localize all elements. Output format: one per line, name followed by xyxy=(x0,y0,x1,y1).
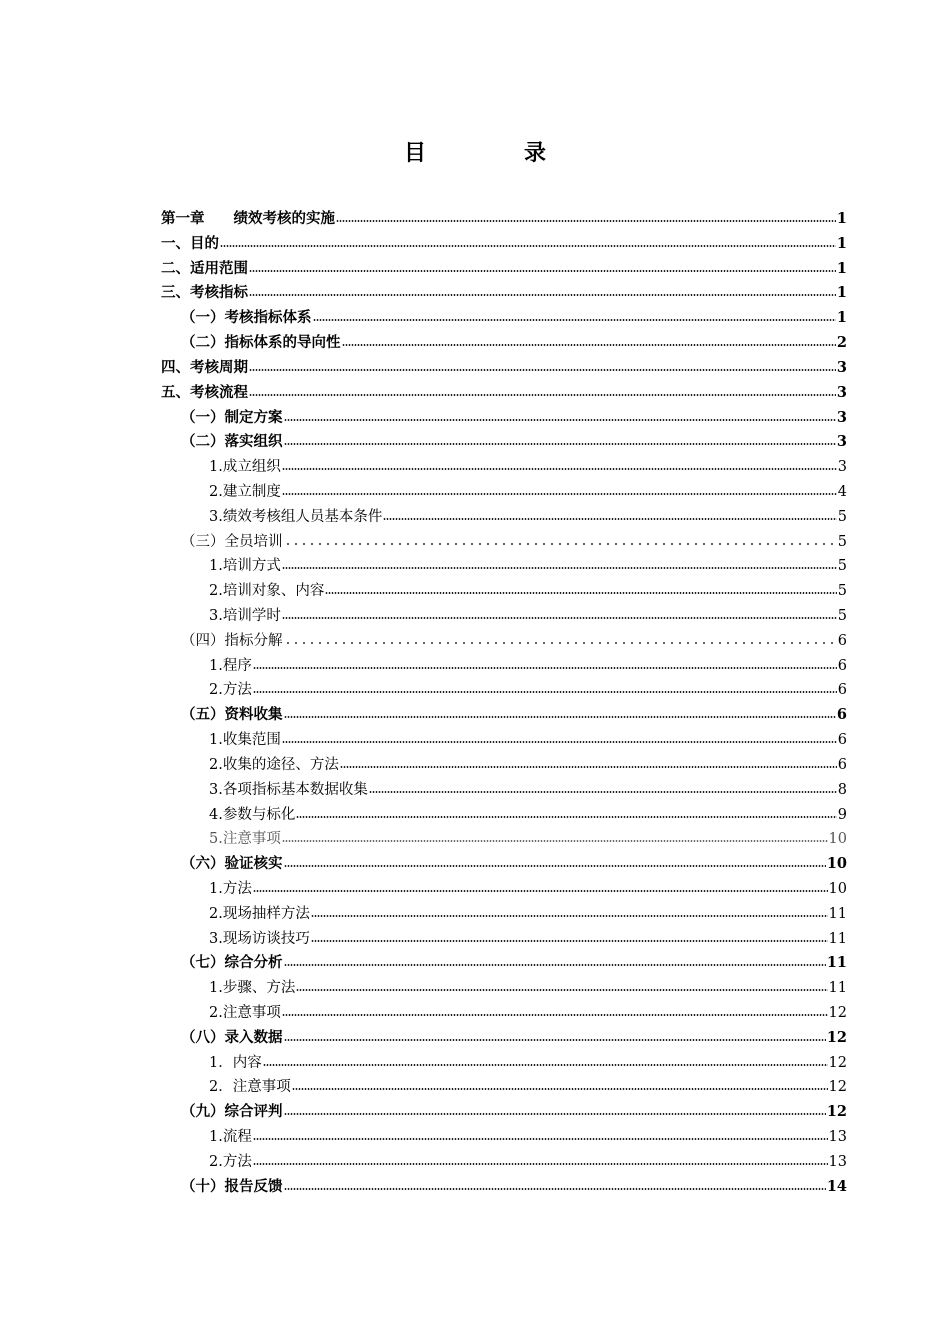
toc-dot-leader xyxy=(249,369,836,371)
toc-entry-label: 3.各项指标基本数据收集 xyxy=(209,781,368,798)
toc-page-number: 1 xyxy=(836,210,847,227)
toc-entry[interactable] xyxy=(161,852,847,877)
toc-entry[interactable] xyxy=(161,1075,847,1100)
toc-page-number: 8 xyxy=(837,781,847,798)
toc-entry-label: 三、考核指标 xyxy=(161,284,248,302)
toc-dot-leader xyxy=(220,245,836,247)
toc-entry[interactable] xyxy=(161,654,847,679)
toc-entry[interactable] xyxy=(161,579,847,604)
toc-page-number: 6 xyxy=(837,632,847,649)
toc-entry[interactable] xyxy=(161,951,847,976)
toc-page-number: 12 xyxy=(828,1054,847,1071)
toc-entry-label: 2.注意事项 xyxy=(209,1005,281,1021)
toc-page-number: 5 xyxy=(837,608,847,624)
toc-dot-leader xyxy=(313,319,836,321)
toc-entry[interactable] xyxy=(161,1150,847,1175)
toc-dot-leader xyxy=(253,890,828,892)
toc-dot-leader xyxy=(296,989,827,991)
toc-page-number: 3 xyxy=(836,383,847,401)
toc-entry[interactable] xyxy=(161,306,847,331)
toc-page-number: 13 xyxy=(828,1153,847,1170)
toc-page-number: 3 xyxy=(836,433,847,451)
toc-entry[interactable] xyxy=(161,902,847,927)
toc-dot-leader xyxy=(284,865,826,867)
toc-dot-leader xyxy=(284,1188,826,1190)
toc-entry[interactable] xyxy=(161,629,847,654)
toc-entry-label: （一）考核指标体系 xyxy=(181,309,312,327)
toc-page-number: 4 xyxy=(837,483,847,500)
toc-entry[interactable] xyxy=(161,976,847,1001)
toc-dot-leader xyxy=(284,443,836,445)
toc-page-number: 12 xyxy=(828,1005,847,1021)
toc-dot-leader xyxy=(249,394,836,396)
toc-entry[interactable] xyxy=(161,281,847,306)
toc-entry-label: （九）综合评判 xyxy=(181,1103,283,1121)
toc-entry-label: （二）落实组织 xyxy=(181,433,283,451)
toc-entry-label: （三）全员培训 xyxy=(181,533,283,550)
toc-dot-leader xyxy=(369,791,837,793)
toc-page-number: 1 xyxy=(836,284,847,302)
toc-entry-label: 5.注意事项 xyxy=(209,831,281,848)
toc-dot-leader xyxy=(325,592,836,594)
toc-entry-label: 2.培训对象、内容 xyxy=(209,583,325,600)
toc-page-number: 5 xyxy=(837,508,847,525)
toc-dot-leader xyxy=(383,518,836,520)
toc-entry-label: （四）指标分解 xyxy=(181,632,283,649)
toc-entry-label: 1.方法 xyxy=(209,880,252,897)
toc-entry-label: 2.建立制度 xyxy=(209,483,281,500)
toc-entry-label: 2.方法 xyxy=(209,1153,252,1170)
toc-page-number: 12 xyxy=(826,1028,847,1046)
toc-entry[interactable] xyxy=(161,927,847,952)
toc-entry[interactable] xyxy=(161,430,847,455)
toc-entry[interactable] xyxy=(161,728,847,753)
toc-entry-label: 2.方法 xyxy=(209,682,252,699)
toc-dot-leader xyxy=(282,468,837,470)
toc-entry-label: 1.流程 xyxy=(209,1129,252,1146)
toc-entry[interactable] xyxy=(161,331,847,356)
toc-entry-label: 1.收集范围 xyxy=(209,732,281,749)
toc-entry-label: 3.现场访谈技巧 xyxy=(209,930,310,947)
toc-entry-label: 二、适用范围 xyxy=(161,259,248,277)
toc-page-number: 6 xyxy=(837,732,847,749)
toc-dot-leader xyxy=(282,1014,828,1016)
toc-dot-leader xyxy=(284,1113,826,1115)
toc-page-number: 11 xyxy=(826,954,847,972)
toc-dot-leader xyxy=(253,691,837,693)
toc-page-number: 11 xyxy=(828,905,847,922)
toc-dot-leader xyxy=(284,642,837,644)
toc-dot-leader xyxy=(249,270,836,272)
toc-entry-label: 3.绩效考核组人员基本条件 xyxy=(209,508,383,525)
toc-dot-leader xyxy=(284,543,837,545)
toc-entry-label: 第一章 绩效考核的实施 xyxy=(161,210,335,227)
toc-page-number: 6 xyxy=(837,756,847,773)
toc-dot-leader xyxy=(282,840,828,842)
toc-page-number: 3 xyxy=(836,358,847,376)
toc-entry[interactable] xyxy=(161,1175,847,1200)
toc-dot-leader xyxy=(340,766,837,768)
toc-entry-label: （一）制定方案 xyxy=(181,408,283,426)
toc-entry[interactable] xyxy=(161,1125,847,1150)
toc-entry[interactable] xyxy=(161,678,847,703)
toc-entry-label: 一、目的 xyxy=(161,234,219,252)
toc-entry[interactable] xyxy=(161,455,847,480)
toc-dot-leader xyxy=(311,940,828,942)
toc-dot-leader xyxy=(282,567,837,569)
toc-entry[interactable] xyxy=(161,1001,847,1026)
toc-entry-label: （五）资料收集 xyxy=(181,706,283,724)
toc-dot-leader xyxy=(253,667,837,669)
toc-page-number: 9 xyxy=(837,806,847,823)
toc-entry[interactable] xyxy=(161,753,847,778)
toc-entry-label: （二）指标体系的导向性 xyxy=(181,334,341,352)
toc-entry[interactable] xyxy=(161,480,847,505)
toc-entry-label: （七）综合分析 xyxy=(181,954,283,972)
toc-title: 目 录 xyxy=(403,140,584,166)
toc-dot-leader xyxy=(282,741,837,743)
toc-page-number: 10 xyxy=(828,880,847,897)
toc-dot-leader xyxy=(296,816,836,818)
toc-page-number: 12 xyxy=(826,1103,847,1121)
toc-dot-leader xyxy=(292,1088,828,1090)
toc-entry[interactable] xyxy=(161,778,847,803)
toc-dot-leader xyxy=(253,1163,828,1165)
toc-dot-leader xyxy=(282,617,837,619)
toc-entry[interactable] xyxy=(161,232,847,257)
toc-entry-label: 五、考核流程 xyxy=(161,383,248,401)
toc-dot-leader xyxy=(284,1039,826,1041)
toc-entry[interactable] xyxy=(161,356,847,381)
toc-entry[interactable] xyxy=(161,827,847,852)
toc-dot-leader xyxy=(249,294,836,296)
toc-page-number: 1 xyxy=(836,234,847,252)
toc-entry[interactable] xyxy=(161,554,847,579)
toc-entry[interactable] xyxy=(161,530,847,555)
toc-page-number: 3 xyxy=(837,459,847,476)
toc-page-number: 5 xyxy=(837,533,847,550)
toc-page-number: 12 xyxy=(828,1079,847,1096)
toc-entry[interactable] xyxy=(161,1051,847,1076)
toc-entry[interactable] xyxy=(161,207,847,232)
toc-page-number: 2 xyxy=(836,334,847,352)
toc-page-number: 6 xyxy=(837,657,847,674)
toc-entry-label: 1.步骤、方法 xyxy=(209,980,296,997)
table-of-contents xyxy=(161,207,847,1200)
toc-dot-leader xyxy=(336,220,836,222)
toc-dot-leader xyxy=(282,493,837,495)
toc-entry-label: 4.参数与标化 xyxy=(209,806,296,823)
toc-page-number: 11 xyxy=(828,930,847,947)
toc-entry[interactable] xyxy=(161,604,847,629)
toc-entry-label: 3.培训学时 xyxy=(209,608,281,624)
toc-page-number: 6 xyxy=(836,706,847,724)
toc-entry[interactable] xyxy=(161,1026,847,1051)
toc-entry-label: 1.培训方式 xyxy=(209,558,281,575)
toc-page-number: 1 xyxy=(836,259,847,277)
toc-entry-label: （六）验证核实 xyxy=(181,855,283,873)
toc-entry-label: （八）录入数据 xyxy=(181,1028,283,1046)
toc-dot-leader xyxy=(253,1138,828,1140)
toc-entry-label: 1.程序 xyxy=(209,657,252,674)
toc-entry[interactable] xyxy=(161,257,847,282)
toc-entry[interactable] xyxy=(161,406,847,431)
toc-dot-leader xyxy=(284,419,836,421)
toc-entry[interactable] xyxy=(161,703,847,728)
toc-dot-leader xyxy=(342,344,836,346)
toc-page-number: 3 xyxy=(836,408,847,426)
toc-entry-label: 1.成立组织 xyxy=(209,459,281,476)
toc-entry[interactable] xyxy=(161,1100,847,1125)
toc-entry-label: 2.现场抽样方法 xyxy=(209,905,310,922)
toc-entry-label: 四、考核周期 xyxy=(161,358,248,376)
toc-page-number: 5 xyxy=(837,558,847,575)
toc-page-number: 10 xyxy=(826,855,847,873)
toc-dot-leader xyxy=(311,915,828,917)
toc-dot-leader xyxy=(284,716,836,718)
toc-entry-label: （十）报告反馈 xyxy=(181,1177,283,1195)
toc-entry[interactable] xyxy=(161,877,847,902)
toc-entry[interactable] xyxy=(161,505,847,530)
toc-entry-label: 2.收集的途径、方法 xyxy=(209,756,339,773)
toc-page-number: 10 xyxy=(828,831,847,848)
toc-entry[interactable] xyxy=(161,803,847,828)
toc-page-number: 1 xyxy=(836,309,847,327)
toc-page-number: 6 xyxy=(837,682,847,699)
toc-page-number: 11 xyxy=(828,980,847,997)
toc-page-number: 14 xyxy=(826,1177,847,1195)
toc-dot-leader xyxy=(263,1064,828,1066)
toc-entry-label: 2．注意事项 xyxy=(209,1079,291,1096)
toc-page-number: 5 xyxy=(837,583,847,600)
toc-page-number: 13 xyxy=(828,1129,847,1146)
toc-dot-leader xyxy=(284,964,826,966)
toc-entry[interactable] xyxy=(161,381,847,406)
toc-entry-label: 1．内容 xyxy=(209,1054,262,1071)
